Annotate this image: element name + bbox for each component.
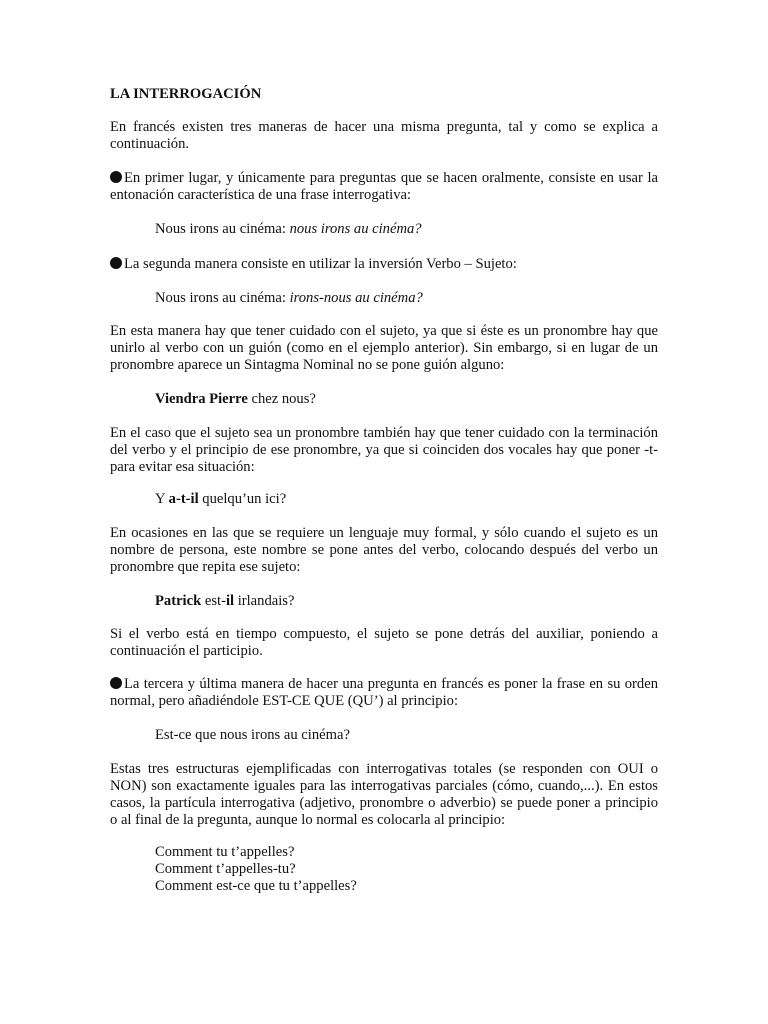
- bullet-icon: [110, 677, 122, 689]
- final-example-3: Comment est-ce que tu t’appelles?: [155, 878, 357, 894]
- vocales-paragraph: En el caso que el sujeto sea un pronombre también hay que tener cuidado con la terminación del verbo y el principio de ese pronombre, ya que si coinciden dos vocales hay que poner -t- para evitar esa situación:: [110, 425, 658, 475]
- example-plain: irlandais?: [234, 593, 295, 609]
- final-examples: [155, 844, 655, 895]
- formal-paragraph: En ocasiones en las que se requiere un lenguaje muy formal, y sólo cuando el sujeto es un nombre de persona, este nombre se pone antes del verbo, colocando después del verbo un pronombre que repita ese sujeto:: [110, 525, 658, 575]
- patrick-example: [155, 593, 655, 610]
- method-1-text: En primer lugar, y únicamente para preguntas que se hacen oralmente, consiste en usar la entonación característica de una frase interrogativa:: [110, 170, 658, 203]
- bullet-icon: [110, 257, 122, 269]
- pierre-example: [155, 391, 655, 408]
- example-plain: Nous irons au cinéma:: [155, 290, 290, 306]
- compuesto-paragraph: Si el verbo está en tiempo compuesto, el sujeto se pone detrás del auxiliar, poniendo a continuación el participio.: [110, 626, 658, 659]
- example-plain: Nous irons au cinéma:: [155, 221, 290, 237]
- final-paragraph: Estas tres estructuras ejemplificadas con interrogativas totales (se responden con OUI o NON) son exactamente iguales para las interrogativas parciales (cómo, cuando,...). En estos casos, la partícula interrogativa (adjetivo, pronombre o adverbio) se puede poner a principio o al final de la pregunta, aunque lo normal es colocarla al principio:: [110, 761, 658, 828]
- method-1-example: [155, 221, 655, 238]
- method-2-example: [155, 290, 655, 307]
- example-plain: chez nous?: [247, 391, 316, 407]
- guion-paragraph: En esta manera hay que tener cuidado con el sujeto, ya que si éste es un pronombre hay que unirlo al verbo con un guión (como en el ejemplo anterior). Sin embargo, si en lugar de un pronombre aparece un Sintagma Nominal no se pone guión alguno:: [110, 323, 658, 373]
- ati-example: [155, 491, 655, 508]
- example-italic: irons-nous au cinéma?: [289, 290, 423, 306]
- example-italic: nous irons au cinéma?: [289, 221, 422, 237]
- example-bold: il: [225, 593, 235, 609]
- final-example-2: Comment t’appelles-tu?: [155, 861, 296, 877]
- method-3-paragraph: [110, 676, 658, 710]
- example-bold: Viendra Pierre: [155, 391, 248, 407]
- method-3-example: Est-ce que nous irons au cinéma?: [155, 727, 350, 743]
- final-example-1: Comment tu t’appelles?: [155, 844, 295, 860]
- method-1-paragraph: [110, 170, 658, 204]
- method-3-text: La tercera y última manera de hacer una pregunta en francés es poner la frase en su orden normal, pero añadiéndole EST-CE QUE (QU’) al principio:: [110, 676, 658, 709]
- method-2-text: La segunda manera consiste en utilizar la inversión Verbo – Sujeto:: [124, 256, 517, 272]
- method-2-paragraph: [110, 256, 658, 273]
- example-plain: est-: [201, 593, 226, 609]
- example-plain: Y: [155, 491, 169, 507]
- page-title: LA INTERROGACIÓN: [110, 86, 262, 102]
- bullet-icon: [110, 171, 122, 183]
- example-bold: a-t-il: [168, 491, 199, 507]
- example-plain: quelqu’un ici?: [198, 491, 287, 507]
- intro-paragraph: En francés existen tres maneras de hacer una misma pregunta, tal y como se explica a continuación.: [110, 119, 658, 152]
- example-bold: Patrick: [155, 593, 202, 609]
